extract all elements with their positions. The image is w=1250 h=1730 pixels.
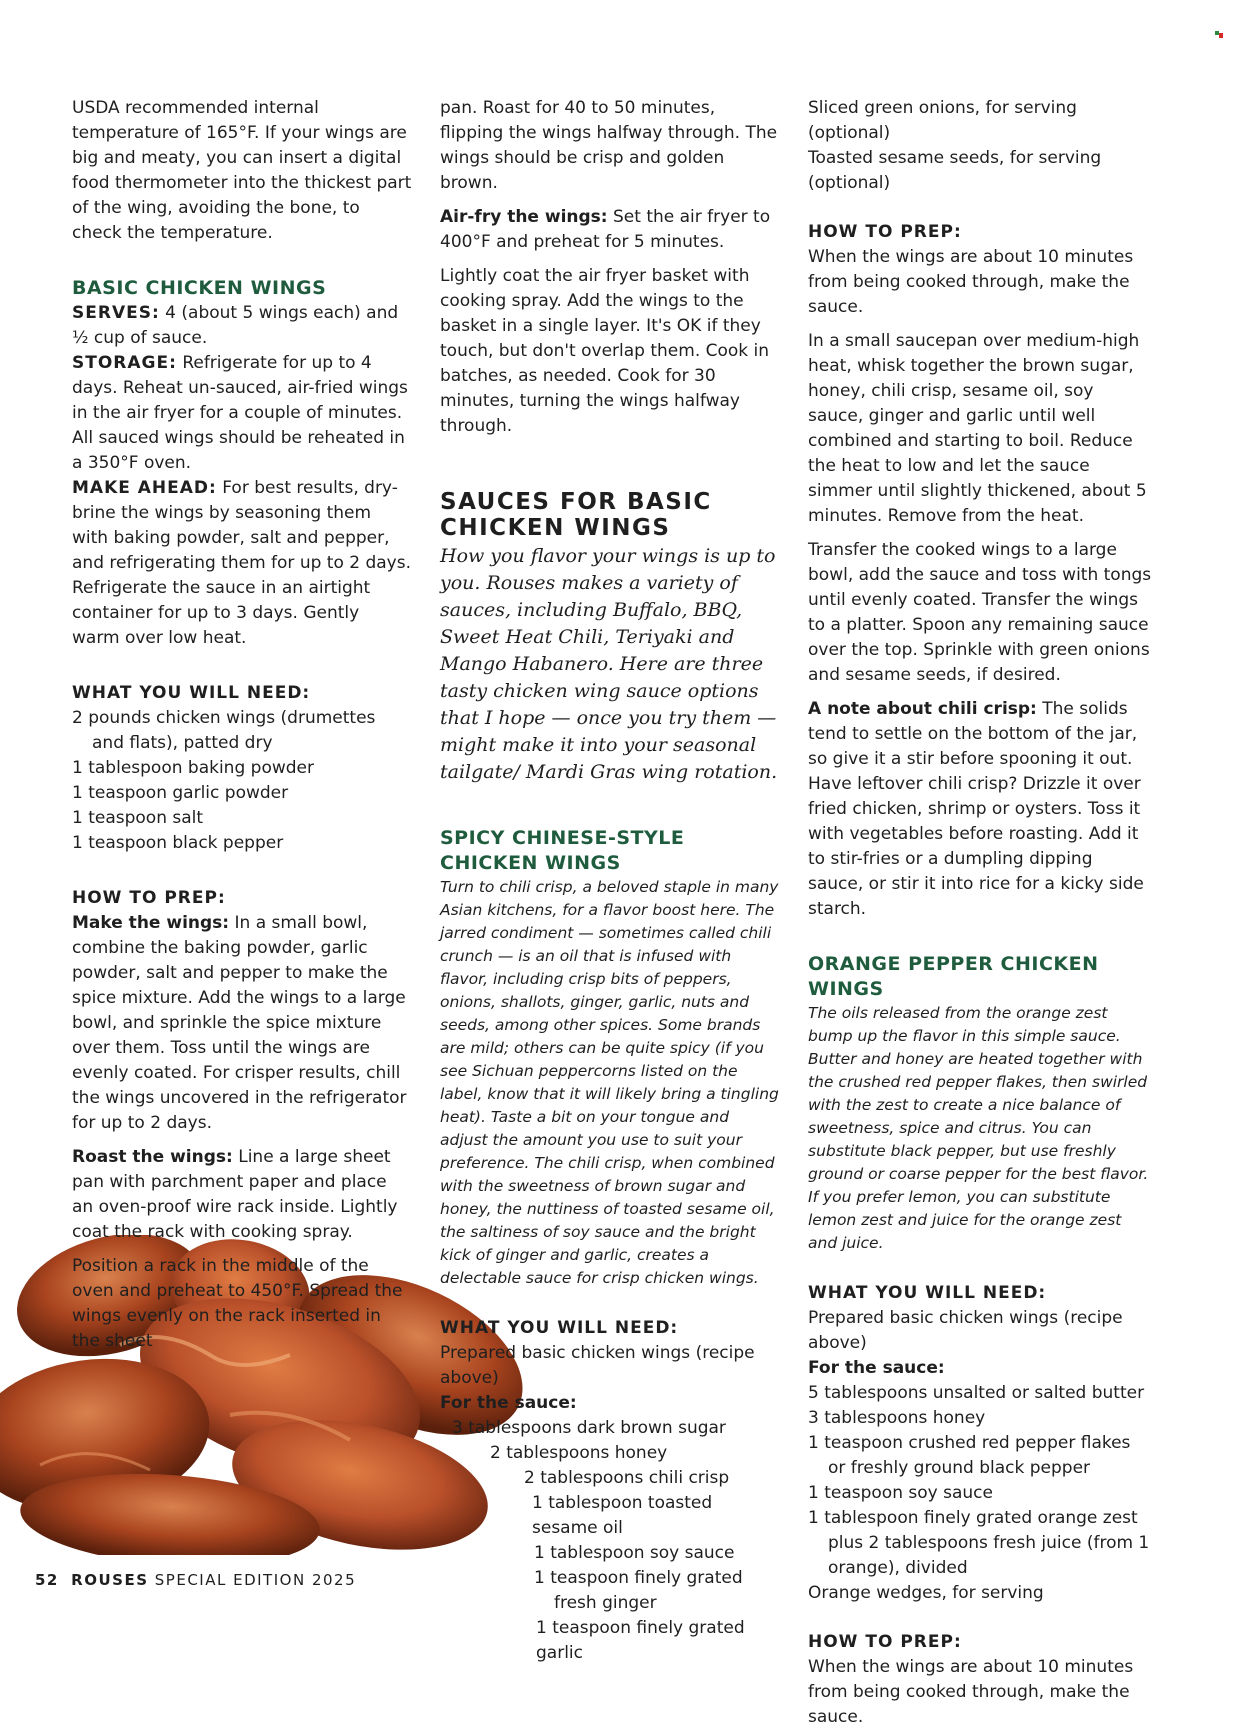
make-wings-text: In a small bowl, combine the baking powder, garlic powder, salt and pepper to make the spice mixture. Add the wings to a large bowl, and sprinkle the spice mixture over them. Toss until the wings are evenly coated. For crisper results, chill the wings uncovered in the refrigerator for up to 2 days. [72,913,407,1133]
make-ahead-line [72,476,412,651]
prep-heading: HOW TO PREP: [808,222,962,242]
roast-wings-label: Roast the wings: [72,1147,233,1167]
storage-line [72,351,412,476]
footer-brand: ROUSES [71,1571,149,1589]
column-1 [72,96,412,1354]
ingredient: 1 tablespoon baking powder [72,758,314,778]
roast-wings-step [72,1145,412,1245]
need-heading: WHAT YOU WILL NEED: [808,1283,1047,1303]
orange-intro: The oils released from the orange zest bump up the flavor in this simple sauce. Butter and honey are heated together with the crushed red pepper flakes, then swirled with the zest to create a nice balance of sweetness, spice and citrus. You can substitute black pepper, but use freshly ground or coarse pepper for the best flavor. If you prefer lemon, you can substitute lemon zest and juice for the orange zest and juice. [808,1004,1149,1252]
make-ahead-text: For best results, dry-brine the wings by seasoning them with baking powder, salt and pepper, and refrigerating them for up to 2 days. Refrigerate the sauce in an airtight container for up to 3 days. Gently warm over low heat. [72,478,412,648]
ingredient: 1 tablespoon toasted sesame oil [532,1493,713,1538]
chili-crisp-note [808,697,1153,922]
ingredient: 1 teaspoon finely grated garlic [536,1618,745,1663]
prep-step: Transfer the cooked wings to a large bowl, add the sauce and toss with tongs until evenly coated. Transfer the wings to a platter. Spoon any remaining sauce over the top. Sprinkle with green onions and sesame seeds, if desired. [808,540,1152,685]
prepared-wings: Prepared basic chicken wings (recipe above) [808,1308,1123,1353]
ingredient: 1 teaspoon salt [72,808,204,828]
air-fry-text: Set the air fryer to 400°F and preheat for 5 minutes. [440,207,771,252]
page-number: 52 [35,1571,59,1589]
prep-step: When the wings are about 10 minutes from being cooked through, make the sauce. [808,247,1134,317]
roast-wings-text: Line a large sheet pan with parchment paper and place an oven-proof wire rack inside. Lightly coat the rack with cooking spray. [72,1147,398,1242]
ingredient: 1 teaspoon finely grated fresh ginger [534,1568,743,1613]
prep-heading: HOW TO PREP: [808,1632,962,1652]
recipe-title-spicy: SPICY CHINESE-STYLE CHICKEN WINGS [440,827,685,874]
storage-text: Refrigerate for up to 4 days. Reheat un-sauced, air-fried wings in the air fryer for a couple of minutes. All sauced wings should be reheated in a 350°F oven. [72,353,408,473]
make-wings-label: Make the wings: [72,913,230,933]
prep-step: In a small saucepan over medium-high heat, whisk together the brown sugar, honey, chili crisp, sesame oil, soy sauce, ginger and garlic until well combined and starting to boil. Reduce the heat to low and let the sauce simmer until slightly thickened, about 5 minutes. Remove from the heat. [808,331,1147,526]
air-fry-step [440,205,780,255]
ingredient: 2 tablespoons chili crisp [524,1468,730,1488]
for-sauce-label: For the sauce: [808,1358,945,1378]
recipe-title-orange: ORANGE PEPPER CHICKEN WINGS [808,953,1099,1000]
storage-label: STORAGE: [72,353,177,373]
note-label: A note about chili crisp: [808,699,1037,719]
ingredient: Sliced green onions, for serving (optional) [808,98,1077,143]
spicy-intro: Turn to chili crisp, a beloved staple in many Asian kitchens, for a flavor boost here. The jarred condiment — sometimes called chili crunch — is an oil that is infused with flavor, including crisp bits of peppers, onions, shallots, ginger, garlic, nuts and seeds, among other spices. Some brands are mild; others can be quite spicy (if you see Sichuan peppercorns listed on the label, know that it will likely bring a tingling heat). Taste a bit on your tongue and adjust the amount you use to suit your preference. The chili crisp, when combined with the sweetness of brown sugar and honey, the nuttiness of toasted sesame oil, the saltiness of soy sauce and the bright kick of ginger and garlic, creates a delectable sauce for crisp chicken wings. [440,878,779,1287]
need-heading: WHAT YOU WILL NEED: [440,1318,679,1338]
make-ahead-label: MAKE AHEAD: [72,478,217,498]
ingredient: Orange wedges, for serving [808,1583,1044,1603]
air-fry-label: Air-fry the wings: [440,207,608,227]
coat-basket-step: Lightly coat the air fryer basket with cooking spray. Add the wings to the basket in a single layer. It's OK if they touch, but don't overlap them. Cook in batches, as needed. Cook for 30 minutes, turning the wings halfway through. [440,266,770,436]
serves-text: 4 (about 5 wings each) and ½ cup of sauce. [72,303,399,348]
for-sauce-label: For the sauce: [440,1393,577,1413]
ingredient: 2 tablespoons honey [490,1443,668,1463]
serves-line [72,301,412,351]
note-text: The solids tend to settle on the bottom of the jar, so give it a stir before spooning it out. Have leftover chili crisp? Drizzle it over fried chicken, shrimp or oysters. Toss it with vegetables before roasting. Add it to stir-fries or a dumpling dipping sauce, or stir it into rice for a kicky side starch. [808,699,1144,919]
page-footer [35,1571,356,1589]
ingredient: 1 teaspoon black pepper [72,833,284,853]
footer-edition: SPECIAL EDITION 2025 [154,1571,357,1589]
ingredient: 1 teaspoon soy sauce [808,1483,993,1503]
make-wings-step [72,911,412,1136]
ingredient: 3 tablespoons dark brown sugar [452,1418,726,1438]
serves-label: SERVES: [72,303,160,323]
recipe-title-basic: BASIC CHICKEN WINGS [72,277,327,299]
ingredient: 5 tablespoons unsalted or salted butter [808,1383,1145,1403]
sauces-title: SAUCES FOR BASIC CHICKEN WINGS [440,489,712,541]
column-3 [808,96,1153,1730]
ingredient: 2 pounds chicken wings (drumettes and flats), patted dry [72,708,376,753]
sauces-intro: How you flavor your wings is up to you. Rouses makes a variety of sauces, including Buffalo, BBQ, Sweet Heat Chili, Teriyaki and Mango Habanero. Here are three tasty chicken wing sauce options that I hope — once you try them — might make it into your seasonal tailgate/ Mardi Gras wing rotation. [440,545,778,783]
prepared-wings: Prepared basic chicken wings (recipe above) [440,1343,755,1388]
need-heading: WHAT YOU WILL NEED: [72,683,311,703]
ingredient: 1 teaspoon crushed red pepper flakes or freshly ground black pepper [808,1433,1131,1478]
ingredient: 3 tablespoons honey [808,1408,986,1428]
ingredient: 1 teaspoon garlic powder [72,783,289,803]
prep-heading: HOW TO PREP: [72,888,226,908]
brand-logo-mark [1215,31,1223,38]
intro-paragraph: USDA recommended internal temperature of 165°F. If your wings are big and meaty, you can insert a digital food thermometer into the thickest part of the wing, avoiding the bone, to check the temperature. [72,98,412,243]
ingredient: 1 tablespoon finely grated orange zest plus 2 tablespoons fresh juice (from 1 orange), divided [808,1508,1150,1578]
position-rack-step: Position a rack in the middle of the oven and preheat to 450°F. Spread the wings evenly on the rack inserted in the sheet [72,1256,403,1351]
column-2 [440,96,780,1666]
ingredient: Toasted sesame seeds, for serving (optional) [808,148,1102,193]
ingredient: 1 tablespoon soy sauce [534,1543,735,1563]
prep-step: When the wings are about 10 minutes from being cooked through, make the sauce. [808,1657,1134,1727]
roast-continued: pan. Roast for 40 to 50 minutes, flipping the wings halfway through. The wings should be crisp and golden brown. [440,98,778,193]
